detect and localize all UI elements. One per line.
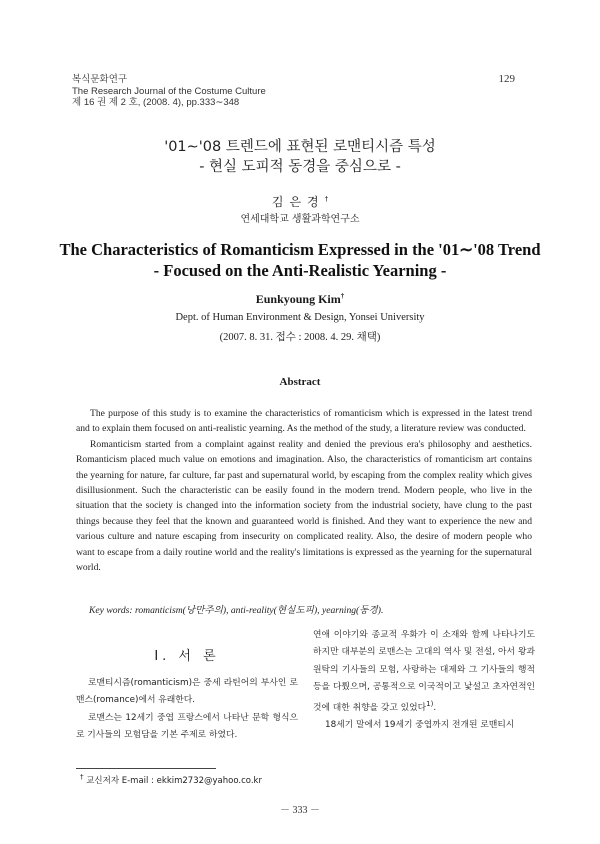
english-author-mark: † <box>340 292 345 300</box>
journal-info <box>72 74 266 109</box>
journal-name-english: The Research Journal of the Costume Culture <box>72 85 266 97</box>
footnote <box>80 773 262 786</box>
abstract-heading: Abstract <box>279 376 321 388</box>
english-subtitle: - Focused on the Anti-Realistic Yearning - <box>153 261 447 280</box>
page-number: － 333 － <box>280 805 320 816</box>
reference-mark: 1) <box>426 700 434 709</box>
submission-dates: (2007. 8. 31. 접수 : 2008. 4. 29. 채택) <box>219 332 381 343</box>
english-author-name: Eunkyoung Kim <box>255 292 341 306</box>
keywords: Key words: romanticism(낭만주의), anti-reality(현실도피), yearning(동경). <box>89 605 384 616</box>
abstract-body <box>76 406 532 575</box>
footnote-text: 교신저자 E-mail : ekkim2732@yahoo.co.kr <box>86 775 262 786</box>
body-paragraph <box>313 627 535 717</box>
abstract-paragraph: The purpose of this study is to examine the characteristics of romanticism which is expressed in the latest trend and to explain them focused on anti-realistic yearning. As the method of the study, a literature review was conducted. <box>76 408 532 435</box>
korean-subtitle: - 현실 도피적 동경을 중심으로 - <box>199 159 401 175</box>
body-text-end: . <box>433 703 437 714</box>
abstract-paragraph: Romanticism started from a complaint against reality and denied the previous era's philosophy and aesthetics. Romanticism placed much value on emotions and imagination. Also, the characteristics of romanticism art contains the yearning for nature, far culture, far past and supernatural world, by escaping from the complex reality which gives disillusionment. Such the characteristic can be easily found in the modern trend. Modern people, who live in the situation that the society is changed into the information society from the industrial society, have clung to the past things because they feel that the known and guaranteed world is finished. And they want to experience the new and various culture and nature escaping from insecurity on complicated reality. Also, the desire of modern people who want to escape from a daily routine world and the reality's limitations is expressed as the yearning for the supernatural world. <box>76 438 532 574</box>
english-title: The Characteristics of Romanticism Expressed in the '01∼'08 Trend <box>59 240 541 259</box>
body-paragraph: 로맨티시즘(romanticism)은 중세 라틴어의 부사인 로맨스(romance)에서 유래한다. <box>76 678 298 706</box>
footnote-mark: † <box>80 773 84 781</box>
korean-author <box>0 193 600 210</box>
body-paragraph: 로맨스는 12세기 중엽 프랑스에서 나타난 문학 형식으로 기사들의 모험담을 기본 주제로 하였다. <box>76 712 298 740</box>
body-paragraph: 18세기 말에서 19세기 중엽까지 전개된 로맨티시 <box>325 720 515 731</box>
korean-affiliation: 연세대학교 생활과학연구소 <box>240 214 360 225</box>
korean-author-name: 김은경 <box>271 195 325 209</box>
body-column-left <box>76 675 298 744</box>
korean-title: '01∼'08 트렌드에 표현된 로맨티시즘 특성 <box>164 139 436 155</box>
footnote-divider <box>76 768 216 769</box>
journal-volume: 제 16 권 제 2 호, (2008. 4), pp.333∼348 <box>72 97 240 108</box>
body-column-right <box>313 627 535 735</box>
author-mark: † <box>324 195 329 203</box>
english-affiliation: Dept. of Human Environment & Design, Yonsei University <box>175 312 425 323</box>
body-text: 연애 이야기와 종교적 우화가 이 소재와 함께 나타나기도 하지만 대부분의 로맨스는 고대의 역사 및 전설, 아서 왕과 원탁의 기사들의 모험, 사랑하는 대제와 그 기사들의 행적 등을 다뤘으며, 공통적으로 이국적이고 낯설고 초자연적인 것에 대한 취향을 갖고 있었다 <box>313 630 535 714</box>
english-author <box>0 292 600 307</box>
journal-page-number: 129 <box>498 73 515 85</box>
section-heading: I. 서 론 <box>154 649 220 664</box>
journal-name-korean: 복식문화연구 <box>72 74 128 85</box>
